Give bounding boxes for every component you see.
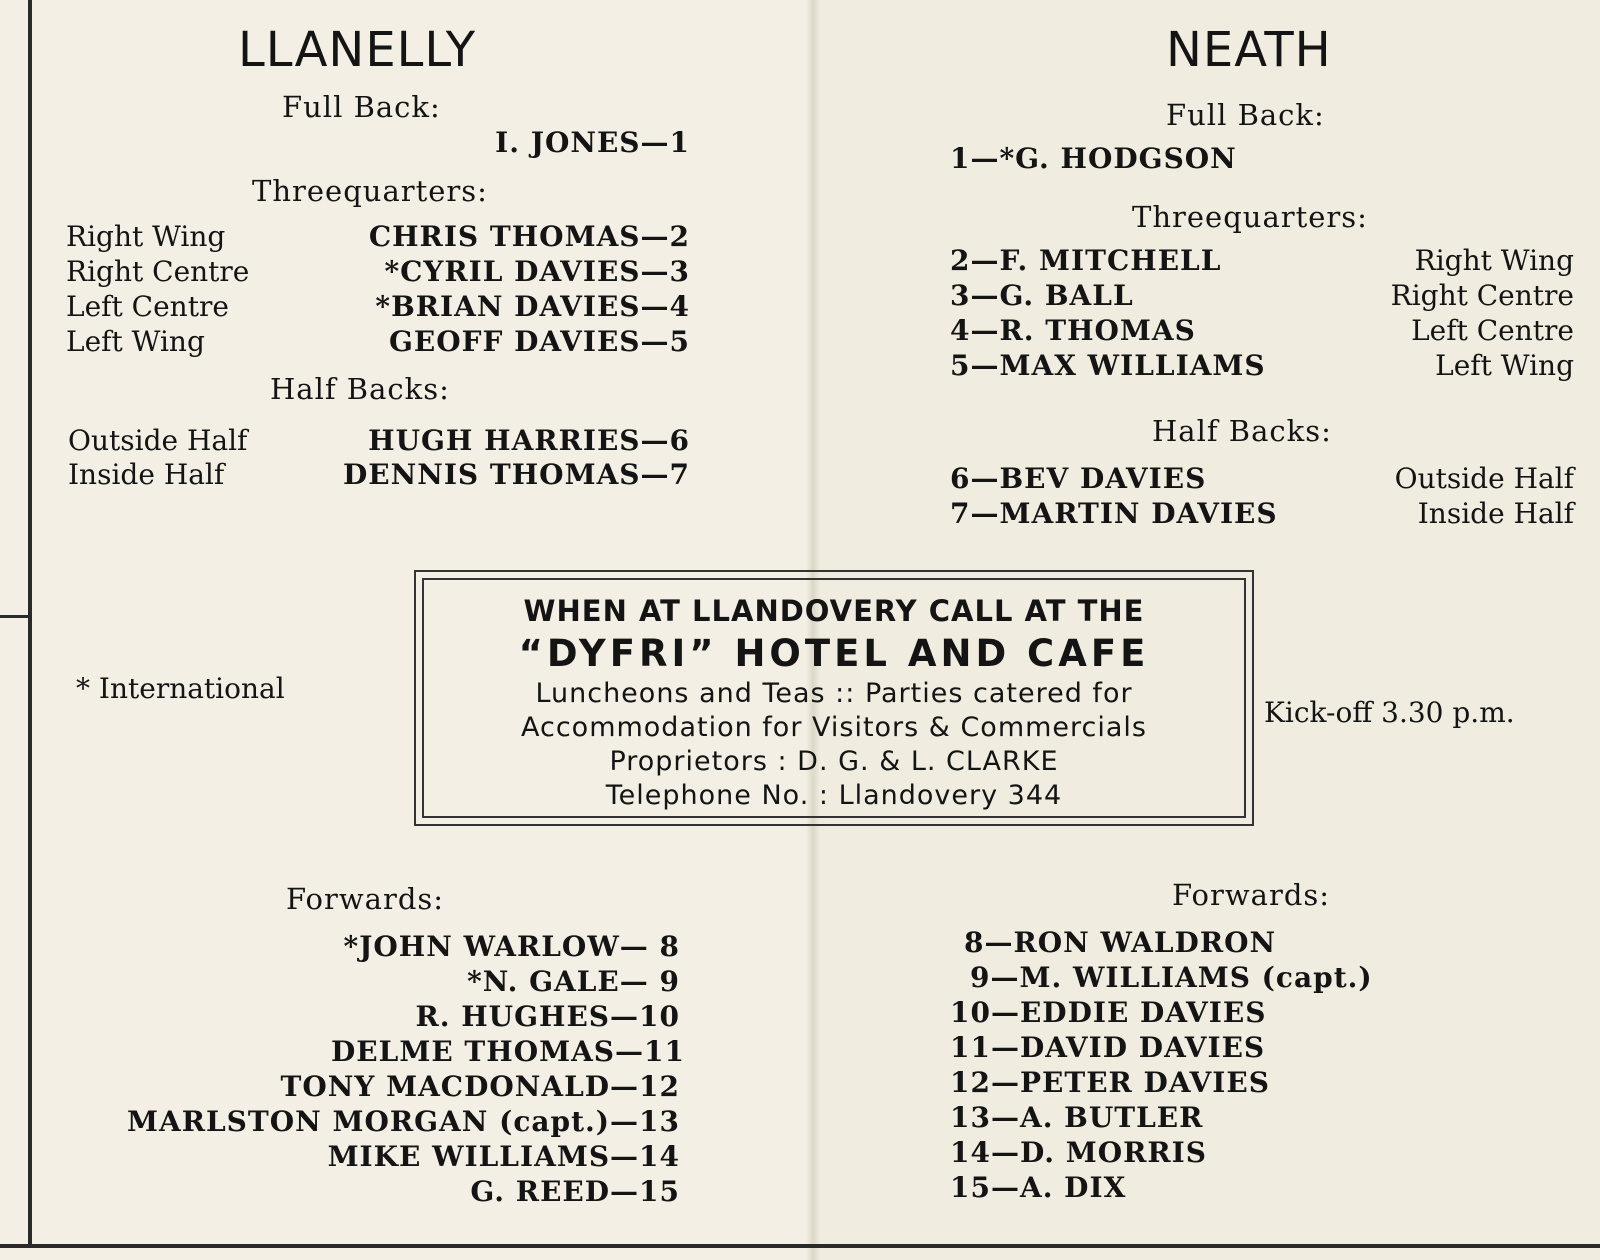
neath-forward: 14—D. MORRIS bbox=[950, 1136, 1207, 1169]
neath-forward: 12—PETER DAVIES bbox=[950, 1066, 1270, 1099]
advert-telephone: Telephone No. : Llandovery 344 bbox=[605, 780, 1063, 811]
neath-full-back-player: 1—*G. HODGSON bbox=[950, 142, 1237, 175]
llanelly-full-back-heading: Full Back: bbox=[282, 90, 441, 124]
llanelly-forward: MIKE WILLIAMS—14 bbox=[327, 1140, 680, 1173]
llanelly-position-label: Left Centre bbox=[66, 290, 229, 323]
llanelly-player-name: HUGH HARRIES—6 bbox=[368, 424, 690, 457]
neath-full-back-heading: Full Back: bbox=[1166, 98, 1325, 132]
neath-player-name: 5—MAX WILLIAMS bbox=[950, 349, 1266, 382]
llanelly-position-label: Right Centre bbox=[66, 255, 250, 288]
advert-line-1: WHEN AT LLANDOVERY CALL AT THE bbox=[523, 594, 1145, 628]
neath-position-label: Right Wing bbox=[1414, 244, 1574, 277]
neath-player-name: 2—F. MITCHELL bbox=[950, 244, 1222, 277]
llanelly-forward: DELME THOMAS—11 bbox=[331, 1035, 685, 1068]
neath-player-name: 7—MARTIN DAVIES bbox=[950, 497, 1278, 530]
neath-forward: 8—RON WALDRON bbox=[964, 926, 1277, 959]
llanelly-half-backs-heading: Half Backs: bbox=[270, 372, 450, 406]
neath-threequarters-heading: Threequarters: bbox=[1132, 200, 1368, 234]
neath-position-label: Left Centre bbox=[1411, 314, 1574, 347]
advert-proprietors: Proprietors : D. G. & L. CLARKE bbox=[609, 746, 1059, 777]
llanelly-forwards-heading: Forwards: bbox=[286, 882, 445, 916]
llanelly-threequarters-heading: Threequarters: bbox=[252, 174, 488, 208]
neath-player-name: 4—R. THOMAS bbox=[950, 314, 1196, 347]
neath-position-label: Inside Half bbox=[1417, 497, 1574, 530]
neath-player-name: 3—G. BALL bbox=[950, 279, 1134, 312]
llanelly-forward: R. HUGHES—10 bbox=[415, 1000, 680, 1033]
llanelly-position-label: Outside Half bbox=[68, 424, 248, 457]
llanelly-position-label: Right Wing bbox=[66, 220, 226, 253]
llanelly-player-name: *BRIAN DAVIES—4 bbox=[375, 290, 690, 323]
llanelly-forward: G. REED—15 bbox=[470, 1175, 680, 1208]
llanelly-player-name: *CYRIL DAVIES—3 bbox=[384, 255, 690, 288]
llanelly-team-name: LLANELLY bbox=[238, 22, 477, 78]
neath-player-name: 6—BEV DAVIES bbox=[950, 462, 1207, 495]
neath-forward: 15—A. DIX bbox=[950, 1171, 1127, 1204]
bottom-border-rule bbox=[0, 1244, 1600, 1248]
left-border-rule bbox=[28, 0, 32, 1245]
international-note: * International bbox=[76, 672, 285, 705]
neath-position-label: Outside Half bbox=[1394, 462, 1574, 495]
neath-position-label: Right Centre bbox=[1390, 279, 1574, 312]
neath-forward: 13—A. BUTLER bbox=[950, 1101, 1204, 1134]
advert-hotel-name: “DYFRI” HOTEL AND CAFE bbox=[518, 632, 1150, 675]
llanelly-full-back-player: I. JONES—1 bbox=[495, 126, 690, 159]
llanelly-forward: TONY MACDONALD—12 bbox=[280, 1070, 680, 1103]
llanelly-player-name: CHRIS THOMAS—2 bbox=[368, 220, 690, 253]
hotel-advert-box bbox=[414, 570, 1254, 826]
llanelly-player-name: GEOFF DAVIES—5 bbox=[389, 325, 690, 358]
llanelly-position-label: Left Wing bbox=[66, 325, 205, 358]
neath-forwards-heading: Forwards: bbox=[1172, 878, 1331, 912]
llanelly-forward: *JOHN WARLOW— 8 bbox=[343, 930, 680, 963]
neath-forward: 10—EDDIE DAVIES bbox=[950, 996, 1267, 1029]
llanelly-position-label: Inside Half bbox=[68, 458, 225, 491]
neath-forward: 11—DAVID DAVIES bbox=[950, 1031, 1266, 1064]
llanelly-forward: MARLSTON MORGAN (capt.)—13 bbox=[126, 1105, 680, 1138]
llanelly-player-name: DENNIS THOMAS—7 bbox=[343, 458, 690, 491]
llanelly-forward: *N. GALE— 9 bbox=[467, 965, 680, 998]
advert-line-3: Luncheons and Teas :: Parties catered for bbox=[535, 678, 1133, 709]
neath-forward: 9—M. WILLIAMS (capt.) bbox=[970, 961, 1373, 994]
neath-position-label: Left Wing bbox=[1435, 349, 1574, 382]
neath-half-backs-heading: Half Backs: bbox=[1152, 414, 1332, 448]
advert-line-4: Accommodation for Visitors & Commercials bbox=[520, 712, 1147, 743]
kickoff-time: Kick-off 3.30 p.m. bbox=[1264, 696, 1515, 729]
left-border-tick bbox=[0, 615, 30, 618]
neath-team-name: NEATH bbox=[1166, 22, 1332, 78]
hotel-advert-inner-border bbox=[422, 578, 1246, 818]
